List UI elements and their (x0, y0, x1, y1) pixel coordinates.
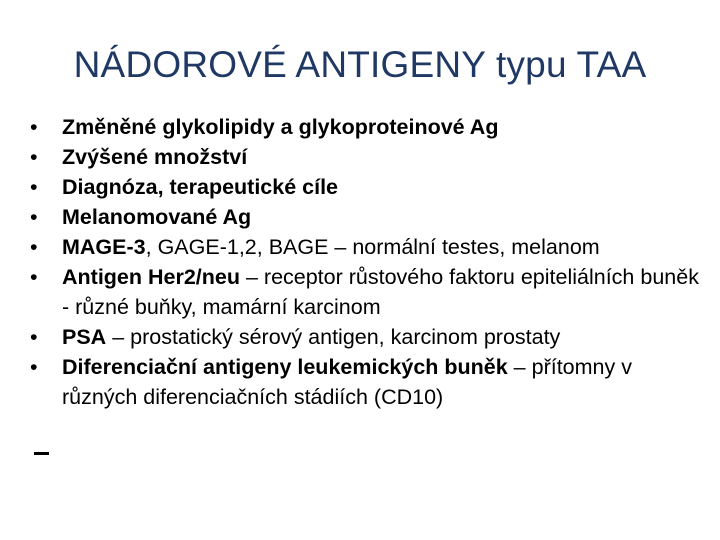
bullet-bold-text: MAGE-3 (62, 235, 146, 259)
bullet-icon: • (30, 175, 38, 199)
bullet-item-glycolipids (30, 112, 700, 142)
bullet-bold-text: PSA (62, 325, 107, 349)
bullet-list (30, 112, 700, 412)
bullet-bold-text: Melanomované Ag (62, 205, 252, 229)
bullet-item-psa (30, 322, 700, 352)
bullet-item-differentiation (30, 352, 700, 412)
bullet-rest-text: – prostatický sérový antigen, karcinom prostaty (106, 325, 561, 349)
bullet-icon: • (30, 145, 38, 169)
bullet-icon: • (30, 325, 38, 349)
bullet-item-diagnosis (30, 172, 700, 202)
bullet-rest-text: – receptor růstového faktoru epiteliálních buněk - různé buňky, mamární karcinom (62, 265, 699, 319)
bullet-rest-text: , GAGE-1,2, BAGE – normální testes, melanom (145, 235, 600, 259)
bullet-item-increased-amount (30, 142, 700, 172)
bullet-item-mage (30, 232, 700, 262)
bullet-bold-text: Antigen Her2/neu (62, 265, 240, 289)
bullet-item-her2 (30, 262, 700, 322)
bullet-bold-text: Zvýšené množství (62, 145, 248, 169)
bullet-icon: • (30, 205, 38, 229)
bullet-bold-text: Změněné glykolipidy a glykoproteinové Ag (62, 115, 499, 139)
dash-marker (34, 452, 49, 455)
bullet-icon: • (30, 265, 38, 289)
bullet-bold-text: Diferenciační antigeny leukemických buněk (62, 355, 508, 379)
bullet-rest-text: – přítomny v různých diferenciačních stádiích (CD10) (62, 355, 632, 409)
bullet-item-melanoma-ag (30, 202, 700, 232)
bullet-bold-text: Diagnóza, terapeutické cíle (62, 175, 339, 199)
bullet-icon: • (30, 355, 38, 379)
bullet-icon: • (30, 115, 38, 139)
slide-title: NÁDOROVÉ ANTIGENY typu TAA (73, 44, 647, 85)
bullet-icon: • (30, 235, 38, 259)
